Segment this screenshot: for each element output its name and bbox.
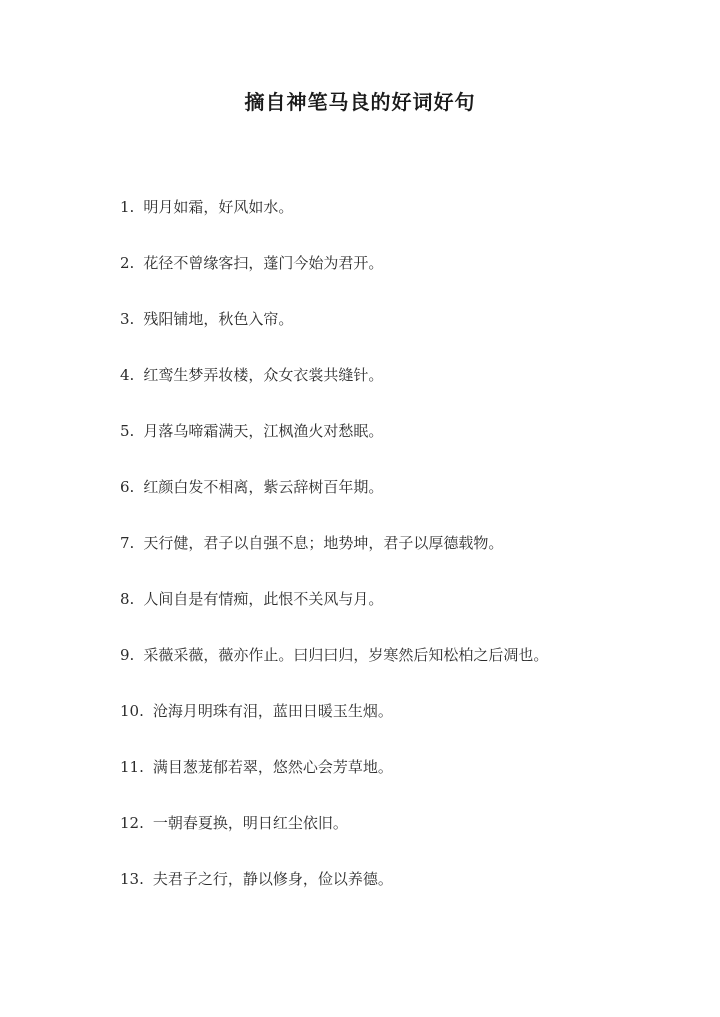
item-text: 满目葱茏郁若翠，悠然心会芳草地。 <box>152 758 393 776</box>
item-number: 11. <box>120 758 144 776</box>
item-number: 3. <box>120 310 135 328</box>
list-item <box>120 308 700 364</box>
item-text: 明月如霜，好风如水。 <box>143 198 294 216</box>
item-text: 红鸾生梦弄妆楼，众女衣裳共缝针。 <box>143 366 384 384</box>
item-text: 天行健，君子以自强不息；地势坤，君子以厚德载物。 <box>143 534 504 552</box>
item-text: 花径不曾缘客扫，蓬门今始为君开。 <box>143 254 384 272</box>
list-item <box>120 364 700 420</box>
item-number: 12. <box>120 814 144 832</box>
item-number: 9. <box>120 646 135 664</box>
item-text: 红颜白发不相离，紫云辞树百年期。 <box>143 478 384 496</box>
list-item <box>120 420 700 476</box>
item-number: 10. <box>120 702 144 720</box>
list-item <box>120 700 700 756</box>
item-text: 月落乌啼霜满天，江枫渔火对愁眠。 <box>143 422 384 440</box>
list-item <box>120 588 700 644</box>
item-number: 5. <box>120 422 135 440</box>
list-item <box>120 756 700 812</box>
item-text: 人间自是有情痴，此恨不关风与月。 <box>143 590 384 608</box>
list-item <box>120 644 700 700</box>
item-number: 6. <box>120 478 135 496</box>
item-number: 1. <box>120 198 135 216</box>
list-item <box>120 868 700 924</box>
item-number: 2. <box>120 254 135 272</box>
list-item <box>120 476 700 532</box>
item-number: 4. <box>120 366 135 384</box>
list-item <box>120 812 700 868</box>
item-number: 7. <box>120 534 135 552</box>
list-item <box>120 252 700 308</box>
list-item <box>120 196 700 252</box>
list-item <box>120 532 700 588</box>
item-text: 采薇采薇，薇亦作止。曰归曰归，岁寒然后知松柏之后凋也。 <box>143 646 549 664</box>
item-text: 残阳铺地，秋色入帘。 <box>143 310 294 328</box>
item-text: 一朝春夏换，明日红尘依旧。 <box>152 814 348 832</box>
item-text: 夫君子之行，静以修身，俭以养德。 <box>152 870 393 888</box>
item-number: 13. <box>120 870 144 888</box>
item-number: 8. <box>120 590 135 608</box>
phrase-list <box>120 196 700 924</box>
page-title: 摘自神笔马良的好词好句 <box>244 90 476 114</box>
item-text: 沧海月明珠有泪，蓝田日暖玉生烟。 <box>152 702 393 720</box>
